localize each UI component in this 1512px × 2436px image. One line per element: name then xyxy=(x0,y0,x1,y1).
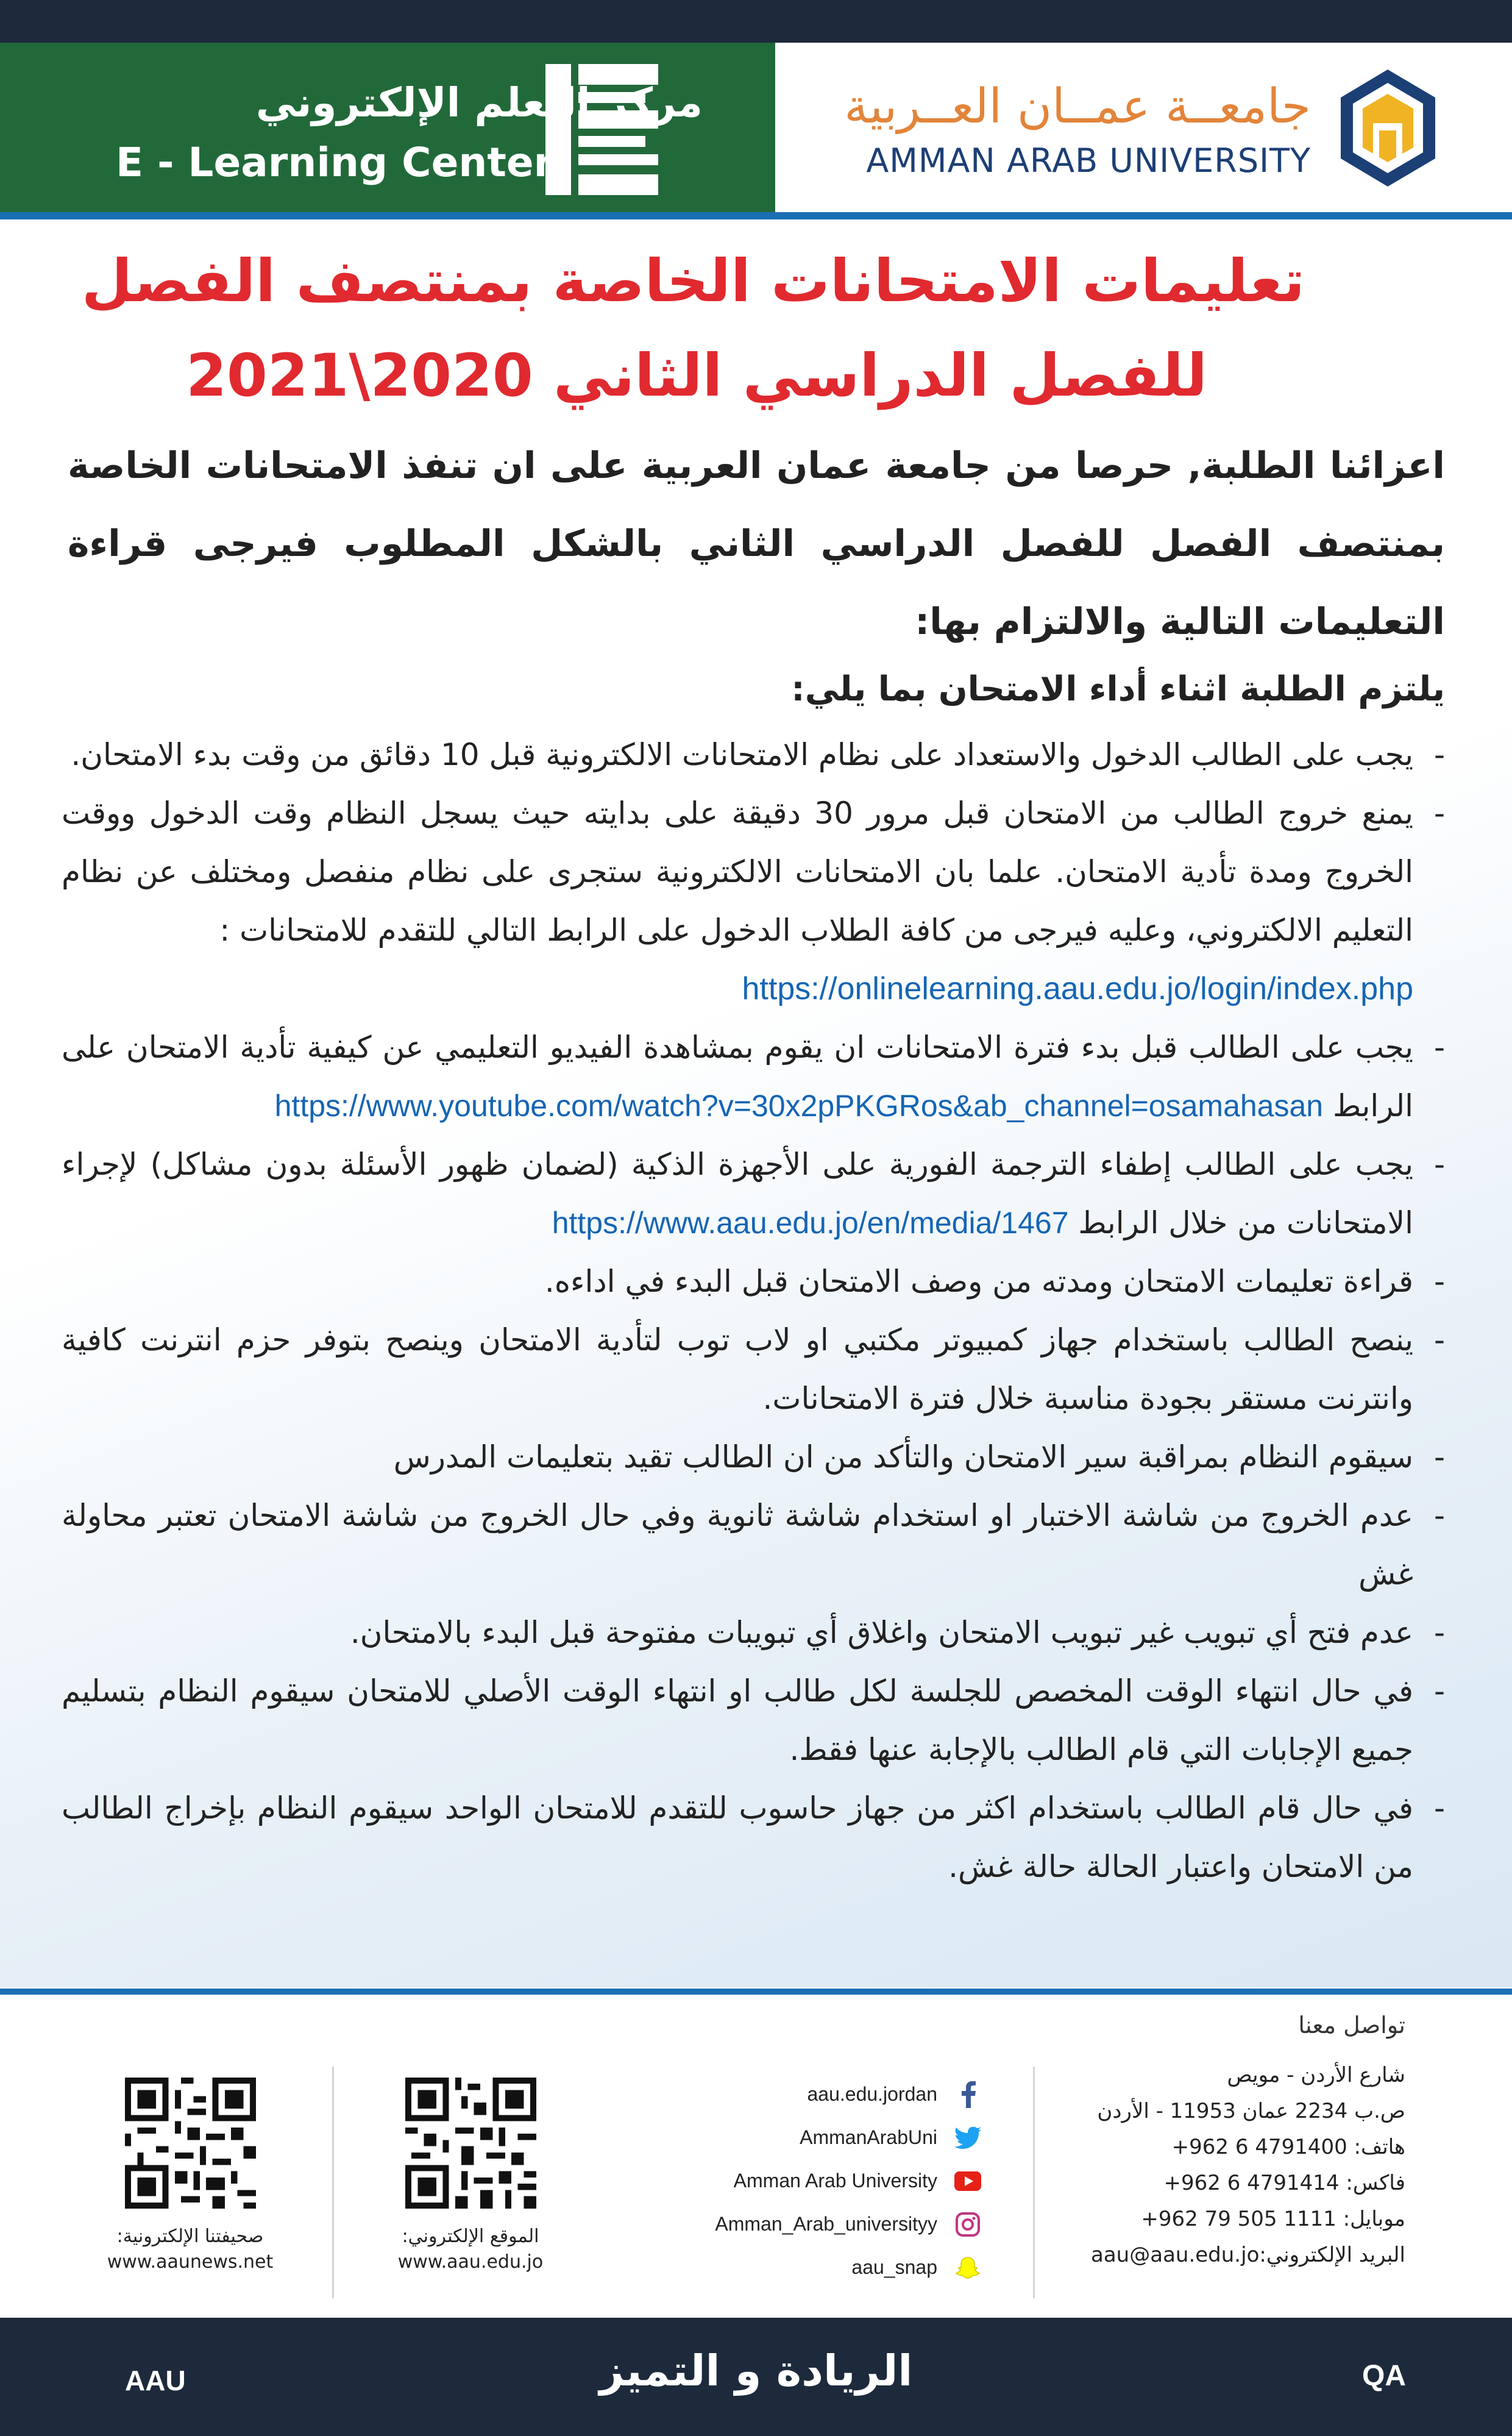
tutorial-video-link[interactable]: https://www.youtube.com/watch?v=30x2pPKGRos&ab_channel=osamahasan xyxy=(274,1089,1324,1123)
rule-item: - يجب على الطالب إطفاء الترجمة الفورية على الأجهزة الذكية (لضمان ظهور الأسئلة بدون مشاكل) لإجراء الامتحانات من خلال الرابط https://www.aau.edu.jo/en/media/1467 xyxy=(62,1147,1445,1241)
instagram-icon xyxy=(954,2211,981,2238)
rule-text: عدم فتح أي تبويب غير تبويب الامتحان واغلاق أي تبويبات مفتوحة قبل البدء بالامتحان. xyxy=(350,1615,1413,1650)
rule-item: - في حال قام الطالب باستخدام اكثر من جهاز حاسوب للتقدم للامتحان الواحد سيقوم النظام بإخراج الطالب من الامتحان واعتبار الحالة حالة غش. xyxy=(62,1790,1445,1884)
social-instagram[interactable] xyxy=(640,2203,981,2246)
rule-text: يجب على الطالب قبل بدء فترة الامتحانات ان يقوم بمشاهدة الفيديو التعليمي عن كيفية تأدية الامتحان على الرابط xyxy=(62,1030,1413,1124)
social-label: Amman Arab University xyxy=(733,2170,937,2192)
contact-phone: هاتف: 4791400 6 962+ xyxy=(1171,2135,1405,2159)
social-label: Amman_Arab_universityy xyxy=(715,2213,937,2235)
rules-list xyxy=(62,725,1445,1896)
social-label: aau.edu.jordan xyxy=(807,2083,937,2105)
social-twitter[interactable] xyxy=(640,2116,981,2159)
top-bar xyxy=(0,0,1512,43)
rule-text: في حال انتهاء الوقت المخصص للجلسة لكل طالب او انتهاء الوقت الأصلي للامتحان سيقوم النظام بتسليم جميع الإجابات التي قام الطالب بالإجابة عنها فقط. xyxy=(62,1673,1413,1767)
elearning-title-en: E - Learning Center xyxy=(116,139,554,186)
university-logo-icon xyxy=(1338,67,1438,189)
news-caption xyxy=(99,2224,282,2275)
elearning-title-ar: مركز التعلم الإلكتروني xyxy=(255,79,703,126)
rules-heading: يلتزم الطلبة اثناء أداء الامتحان بما يلي: xyxy=(791,669,1445,709)
social-label: aau_snap xyxy=(851,2256,937,2278)
website-label: الموقع الإلكتروني: xyxy=(402,2226,539,2247)
contact-title: تواصل معنا xyxy=(1298,2012,1405,2039)
news-url[interactable]: www.aaunews.net xyxy=(107,2251,274,2273)
contact-email[interactable]: البريد الإلكتروني:aau@aau.edu.jo xyxy=(1091,2243,1405,2267)
exam-system-link[interactable]: https://onlinelearning.aau.edu.jo/login/index.php xyxy=(742,971,1413,1006)
contact-address: شارع الأردن - مويص xyxy=(1227,2063,1405,2087)
elearning-banner xyxy=(0,43,775,212)
footer-divider-vertical xyxy=(1033,2067,1035,2298)
footer-divider xyxy=(0,1989,1512,1995)
page-title: تعليمات الامتحانات الخاصة بمنتصف الفصل xyxy=(81,247,1305,315)
twitter-icon xyxy=(954,2124,981,2151)
university-name-en: AMMAN ARAB UNIVERSITY xyxy=(866,141,1311,180)
media-link[interactable]: https://www.aau.edu.jo/en/media/1467 xyxy=(552,1206,1069,1240)
website-caption xyxy=(379,2224,562,2275)
qa-logo: QA xyxy=(1362,2360,1406,2392)
contact-mobile: موبايل: 1111 505 79 962+ xyxy=(1141,2207,1405,2231)
rule-text: يجب على الطالب إطفاء الترجمة الفورية على الأجهزة الذكية (لضمان ظهور الأسئلة بدون مشاكل) لإجراء الامتحانات من خلال الرابط xyxy=(62,1147,1413,1241)
website-url[interactable]: www.aau.edu.jo xyxy=(397,2251,544,2273)
rule-text: عدم الخروج من شاشة الاختبار او استخدام شاشة ثانوية وفي حال الخروج من شاشة الامتحان تعتبر محاولة غش xyxy=(62,1498,1413,1592)
rule-item: - يجب على الطالب الدخول والاستعداد على نظام الامتحانات الالكترونية قبل 10 دقائق من وقت بدء الامتحان. xyxy=(71,737,1445,772)
website-qr-code[interactable] xyxy=(405,2078,536,2209)
intro-paragraph: اعزائنا الطلبة, حرصا من جامعة عمان العربية على ان تنفذ الامتحانات الخاصة بمنتصف الفصل للفصل الدراسي الثاني بالشكل المطلوب فيرجى قراءة التعليمات التالية والالتزام بها: xyxy=(68,444,1445,643)
rule-text: يمنع خروج الطالب من الامتحان قبل مرور 30 دقيقة على بدايته حيث يسجل النظام وقت الدخول ووقت الخروج ومدة تأدية الامتحان. علما بان الامتحانات الالكترونية ستجرى على نظام منفصل ومختلف عن نظام التعليم الالكتروني، وعليه فيرجى من كافة الطلاب الدخول على الرابط التالي للتقدم للامتحانات : xyxy=(62,796,1413,948)
aau-logo: AAU xyxy=(125,2365,186,2396)
rule-item: - سيقوم النظام بمراقبة سير الامتحان والتأكد من ان الطالب تقيد بتعليمات المدرس xyxy=(393,1439,1445,1475)
rule-item: - يجب على الطالب قبل بدء فترة الامتحانات ان يقوم بمشاهدة الفيديو التعليمي عن كيفية تأدية الامتحان على الرابط https://www.youtube.com/watch?v=30x2pPKGRos&ab_channel=osamahasan xyxy=(62,1030,1445,1124)
rule-item: - يمنع خروج الطالب من الامتحان قبل مرور 30 دقيقة على بدايته حيث يسجل النظام وقت الدخول ووقت الخروج ومدة تأدية الامتحان. علما بان الامتحانات الالكترونية ستجرى على نظام منفصل ومختلف عن نظام التعليم الالكتروني، وعليه فيرجى من كافة الطلاب الدخول على الرابط التالي للتقدم للامتحانات : https://onlinelearning.aau.edu.jo/login/index.php xyxy=(62,784,1445,1018)
social-youtube[interactable] xyxy=(640,2159,981,2203)
social-label: AmmanArabUni xyxy=(800,2126,937,2148)
rule-item: - في حال انتهاء الوقت المخصص للجلسة لكل طالب او انتهاء الوقت الأصلي للامتحان سيقوم النظام بتسليم جميع الإجابات التي قام الطالب بالإجابة عنها فقط. xyxy=(62,1673,1445,1767)
university-name-ar: جامعــة عمــان العــربية xyxy=(844,79,1311,134)
rule-item: - قراءة تعليمات الامتحان ومدته من وصف الامتحان قبل البدء في اداءه. xyxy=(544,1264,1445,1299)
contact-pobox: ص.ب 2234 عمان 11953 - الأردن xyxy=(1097,2099,1405,2123)
news-label: صحيفتنا الإلكترونية: xyxy=(116,2226,264,2247)
header-divider xyxy=(0,212,1512,219)
rule-text: في حال قام الطالب باستخدام اكثر من جهاز حاسوب للتقدم للامتحان الواحد سيقوم النظام بإخراج الطالب من الامتحان واعتبار الحالة حالة غش. xyxy=(62,1790,1413,1884)
youtube-icon xyxy=(954,2168,981,2195)
rule-text: سيقوم النظام بمراقبة سير الامتحان والتأكد من ان الطالب تقيد بتعليمات المدرس xyxy=(393,1439,1413,1475)
footer-divider-vertical xyxy=(332,2067,334,2298)
social-links xyxy=(640,2073,981,2289)
news-qr-code[interactable] xyxy=(125,2078,256,2209)
social-facebook[interactable] xyxy=(640,2073,981,2116)
page-subtitle: للفصل الدراسي الثاني 2020\2021 xyxy=(186,341,1207,410)
facebook-icon xyxy=(954,2081,981,2108)
contact-list xyxy=(1088,2057,1405,2273)
rule-text: قراءة تعليمات الامتحان ومدته من وصف الامتحان قبل البدء في اداءه. xyxy=(544,1264,1413,1299)
social-snapchat[interactable] xyxy=(640,2246,981,2289)
contact-fax: فاكس: 4791414 6 962+ xyxy=(1163,2171,1405,2195)
rule-item: - عدم الخروج من شاشة الاختبار او استخدام شاشة ثانوية وفي حال الخروج من شاشة الامتحان تعتبر محاولة غش xyxy=(62,1498,1445,1592)
rule-text: ينصح الطالب باستخدام جهاز كمبيوتر مكتبي او لاب توب لتأدية الامتحان وينصح بتوفر حزم انترنت كافية وانترنت مستقر بجودة مناسبة خلال فترة الامتحانات. xyxy=(62,1322,1413,1416)
rule-text: يجب على الطالب الدخول والاستعداد على نظام الامتحانات الالكترونية قبل 10 دقائق من وقت بدء الامتحان. xyxy=(71,737,1413,772)
snapchat-icon xyxy=(954,2254,981,2281)
rule-item: - ينصح الطالب باستخدام جهاز كمبيوتر مكتبي او لاب توب لتأدية الامتحان وينصح بتوفر حزم انترنت كافية وانترنت مستقر بجودة مناسبة خلال فترة الامتحانات. xyxy=(62,1322,1445,1416)
slogan: الريادة و التميز xyxy=(599,2346,913,2396)
rule-item: - عدم فتح أي تبويب غير تبويب الامتحان واغلاق أي تبويبات مفتوحة قبل البدء بالامتحان. xyxy=(350,1615,1445,1650)
